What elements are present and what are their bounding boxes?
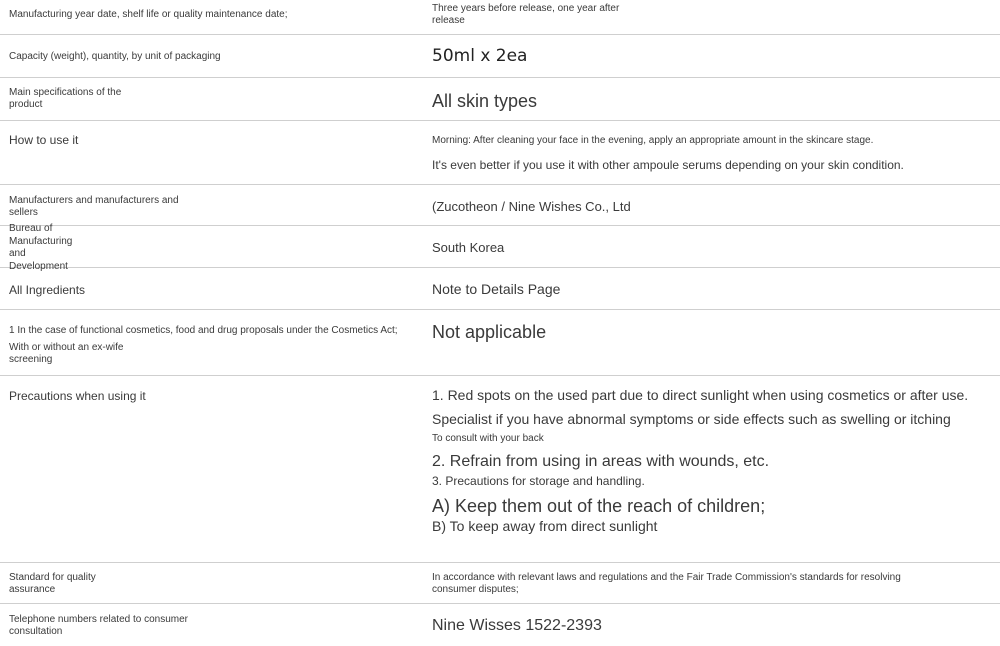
value-line: B) To keep away from direct sunlight — [432, 518, 658, 534]
table-row — [0, 310, 1000, 376]
value-line: Three years before release, one year after — [432, 3, 620, 14]
row-label-how-to-use: How to use it — [9, 133, 79, 147]
label-line: screening — [9, 353, 53, 365]
value-line: 2. Refrain from using in areas with wounds, etc. — [432, 452, 770, 470]
row-value-manufacturing-date — [432, 3, 992, 26]
row-value-functional-cosmetics: Not applicable — [432, 322, 547, 342]
table-row — [0, 0, 1000, 35]
label-line: Bureau of — [9, 223, 53, 234]
table-row — [0, 376, 1000, 563]
table-row — [0, 268, 1000, 310]
label-line: With or without an ex-wife — [9, 341, 124, 353]
value-line: 3. Precautions for storage and handling. — [432, 473, 645, 488]
row-label-telephone — [9, 614, 419, 638]
table-row — [0, 185, 1000, 226]
row-value-origin: South Korea — [432, 240, 505, 255]
row-value-capacity: 50ml x 2ea — [432, 46, 528, 66]
value-line: consumer disputes; — [432, 584, 519, 595]
row-value-how-to-use — [432, 135, 992, 172]
row-value-main-specifications: All skin types — [432, 91, 538, 111]
row-label-precautions: Precautions when using it — [9, 389, 146, 403]
row-value-quality-standard — [432, 572, 992, 596]
label-line: assurance — [9, 583, 56, 595]
row-label-ingredients: All Ingredients — [9, 283, 86, 297]
table-row — [0, 223, 1000, 273]
row-value-precautions — [432, 387, 992, 536]
table-row — [0, 121, 1000, 185]
row-label-bureau — [9, 223, 419, 274]
value-line: 1. Red spots on the used part due to direct sunlight when using cosmetics or after use. — [432, 387, 969, 403]
value-line: Specialist if you have abnormal symptoms or side effects such as swelling or itching — [432, 410, 951, 427]
label-line: consultation — [9, 625, 63, 637]
value-line: It's even better if you use it with other ampoule serums depending on your skin condition. — [432, 158, 904, 172]
value-line: To consult with your back — [432, 433, 544, 444]
table-row — [0, 604, 1000, 646]
row-label-manufacturers — [9, 195, 419, 219]
row-label-functional-cosmetics — [9, 325, 419, 365]
label-line: 1 In the case of functional cosmetics, food and drug proposals under the Cosmetics Act; — [9, 325, 398, 336]
table-row — [0, 78, 1000, 121]
row-value-ingredients: Note to Details Page — [432, 281, 561, 297]
label-line: Development — [9, 261, 68, 273]
label-line: product — [9, 98, 43, 110]
label-line: Main specifications of the — [9, 87, 122, 98]
row-label-capacity: Capacity (weight), quantity, by unit of packaging — [9, 51, 221, 62]
label-line: Manufacturing — [9, 235, 73, 247]
row-label-manufacturing-date: Manufacturing year date, shelf life or quality maintenance date; — [9, 9, 288, 20]
label-line: sellers — [9, 206, 38, 218]
table-row — [0, 35, 1000, 78]
row-value-manufacturers: (Zucotheon / Nine Wishes Co., Ltd — [432, 199, 631, 214]
table-row — [0, 563, 1000, 604]
value-line: A) Keep them out of the reach of children; — [432, 495, 766, 516]
label-line: Standard for quality — [9, 572, 96, 583]
label-line: Telephone numbers related to consumer — [9, 614, 188, 625]
row-value-telephone: Nine Wisses 1522-2393 — [432, 617, 602, 634]
label-line: Manufacturers and manufacturers and — [9, 195, 179, 206]
label-line: and — [9, 248, 26, 260]
value-line: Morning: After cleaning your face in the evening, apply an appropriate amount in the skincare stage. — [432, 135, 874, 146]
value-line: In accordance with relevant laws and regulations and the Fair Trade Commission's standards for resolving — [432, 572, 901, 583]
value-line: release — [432, 14, 465, 26]
row-label-main-specifications — [9, 87, 419, 111]
row-label-quality-standard — [9, 572, 419, 596]
